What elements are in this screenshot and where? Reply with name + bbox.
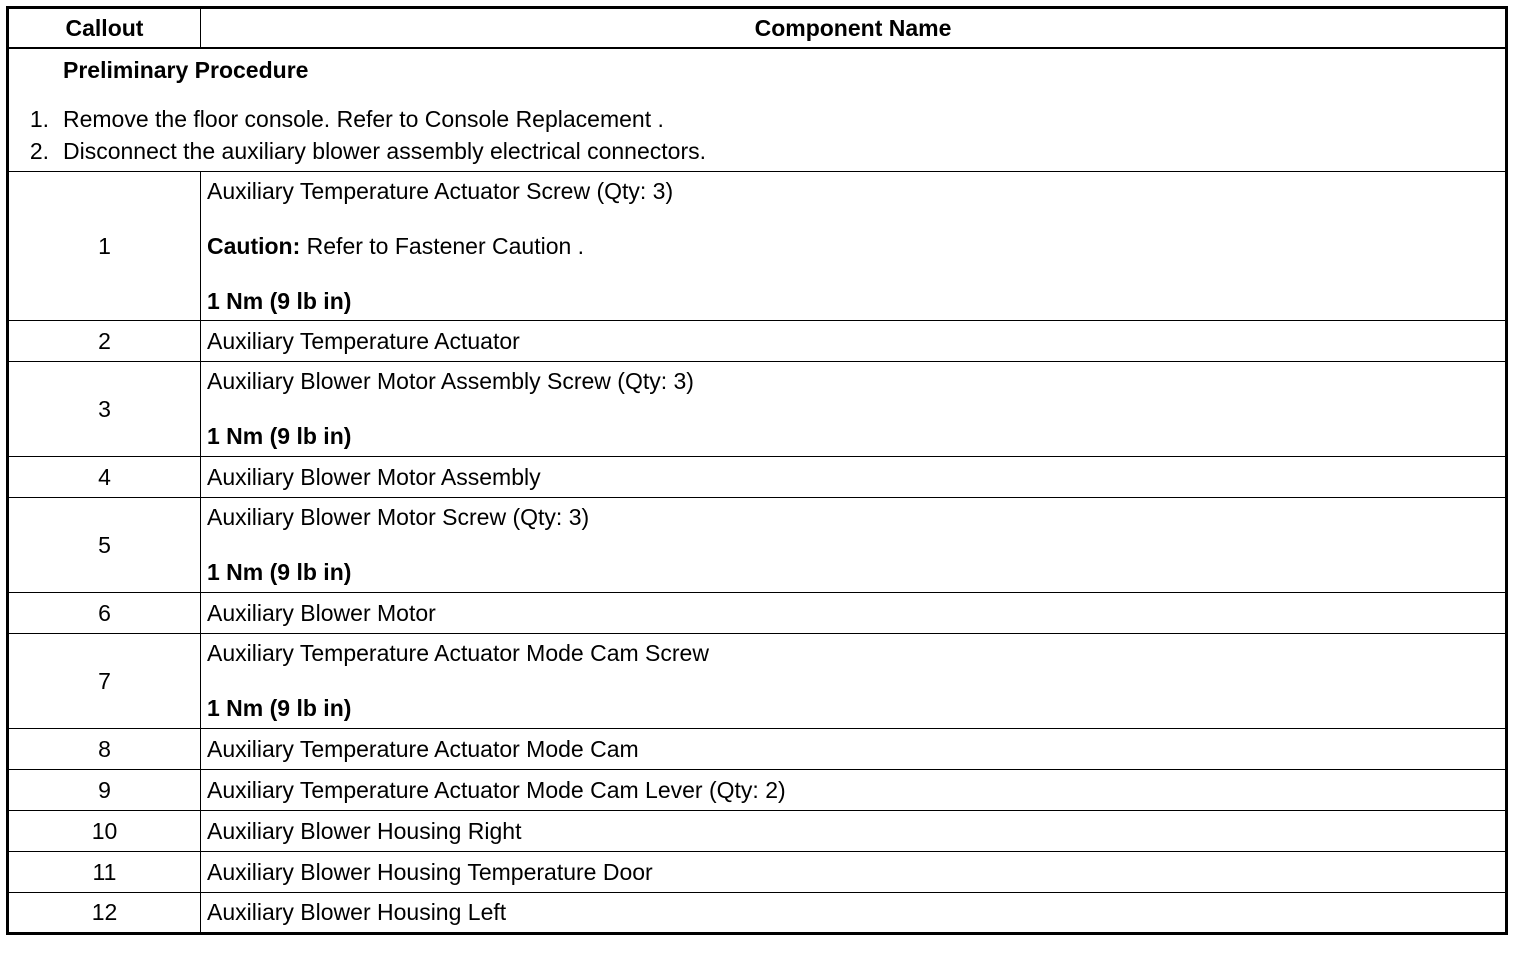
table-row bbox=[8, 634, 1507, 729]
header-row bbox=[8, 8, 1507, 49]
callout-header: Callout bbox=[8, 8, 201, 49]
step-number: 1. bbox=[29, 106, 49, 132]
preliminary-procedure-row bbox=[8, 48, 1507, 172]
callout-number: 5 bbox=[8, 498, 201, 593]
table-row bbox=[8, 770, 1507, 811]
component-cell bbox=[201, 634, 1507, 729]
step-number: 2. bbox=[29, 138, 49, 164]
table-row bbox=[8, 362, 1507, 457]
table-row bbox=[8, 321, 1507, 362]
callout-number: 3 bbox=[8, 362, 201, 457]
callout-number: 8 bbox=[8, 729, 201, 770]
component-name: Auxiliary Temperature Actuator Screw (Qty: 3) bbox=[207, 177, 674, 204]
caution-note bbox=[207, 233, 1505, 260]
preliminary-step bbox=[9, 103, 1505, 135]
preliminary-steps-list bbox=[9, 103, 1505, 167]
component-name: Auxiliary Temperature Actuator Mode Cam Screw bbox=[207, 640, 709, 666]
callout-number: 4 bbox=[8, 457, 201, 498]
table-row bbox=[8, 893, 1507, 934]
caution-label: Caution: bbox=[207, 232, 301, 259]
callout-number: 1 bbox=[8, 172, 201, 321]
torque-spec: 1 Nm (9 lb in) bbox=[207, 559, 352, 585]
component-name: Auxiliary Blower Housing Left bbox=[201, 893, 1507, 934]
component-name: Auxiliary Blower Housing Temperature Door bbox=[201, 852, 1507, 893]
step-text: Remove the floor console. Refer to Console Replacement . bbox=[63, 106, 664, 132]
table-row bbox=[8, 172, 1507, 321]
callout-number: 6 bbox=[8, 593, 201, 634]
component-name: Auxiliary Blower Motor Assembly Screw (Qty: 3) bbox=[207, 368, 694, 394]
preliminary-procedure-title: Preliminary Procedure bbox=[63, 57, 309, 83]
torque-spec: 1 Nm (9 lb in) bbox=[207, 423, 352, 449]
component-cell bbox=[201, 172, 1507, 321]
component-name: Auxiliary Blower Motor Screw (Qty: 3) bbox=[207, 504, 590, 530]
table-row bbox=[8, 457, 1507, 498]
table-row bbox=[8, 811, 1507, 852]
callout-number: 12 bbox=[8, 893, 201, 934]
table-row bbox=[8, 729, 1507, 770]
table-row bbox=[8, 593, 1507, 634]
torque-spec: 1 Nm (9 lb in) bbox=[207, 695, 352, 721]
table-row bbox=[8, 852, 1507, 893]
component-name: Auxiliary Blower Motor Assembly bbox=[201, 457, 1507, 498]
torque-spec: 1 Nm (9 lb in) bbox=[207, 287, 352, 314]
component-name: Auxiliary Temperature Actuator Mode Cam Lever (Qty: 2) bbox=[201, 770, 1507, 811]
component-name-header: Component Name bbox=[201, 8, 1507, 49]
component-name: Auxiliary Blower Housing Right bbox=[201, 811, 1507, 852]
callout-number: 7 bbox=[8, 634, 201, 729]
component-name: Auxiliary Temperature Actuator Mode Cam bbox=[201, 729, 1507, 770]
caution-text: Refer to Fastener Caution . bbox=[300, 232, 585, 259]
procedure-table bbox=[6, 6, 1508, 935]
component-cell bbox=[201, 498, 1507, 593]
table-row bbox=[8, 498, 1507, 593]
component-cell bbox=[201, 362, 1507, 457]
component-name: Auxiliary Temperature Actuator bbox=[201, 321, 1507, 362]
callout-number: 11 bbox=[8, 852, 201, 893]
step-text: Disconnect the auxiliary blower assembly electrical connectors. bbox=[63, 138, 707, 164]
component-name: Auxiliary Blower Motor bbox=[201, 593, 1507, 634]
callout-number: 2 bbox=[8, 321, 201, 362]
preliminary-step bbox=[9, 135, 1505, 167]
preliminary-procedure-cell bbox=[8, 48, 1507, 172]
callout-number: 10 bbox=[8, 811, 201, 852]
callout-number: 9 bbox=[8, 770, 201, 811]
